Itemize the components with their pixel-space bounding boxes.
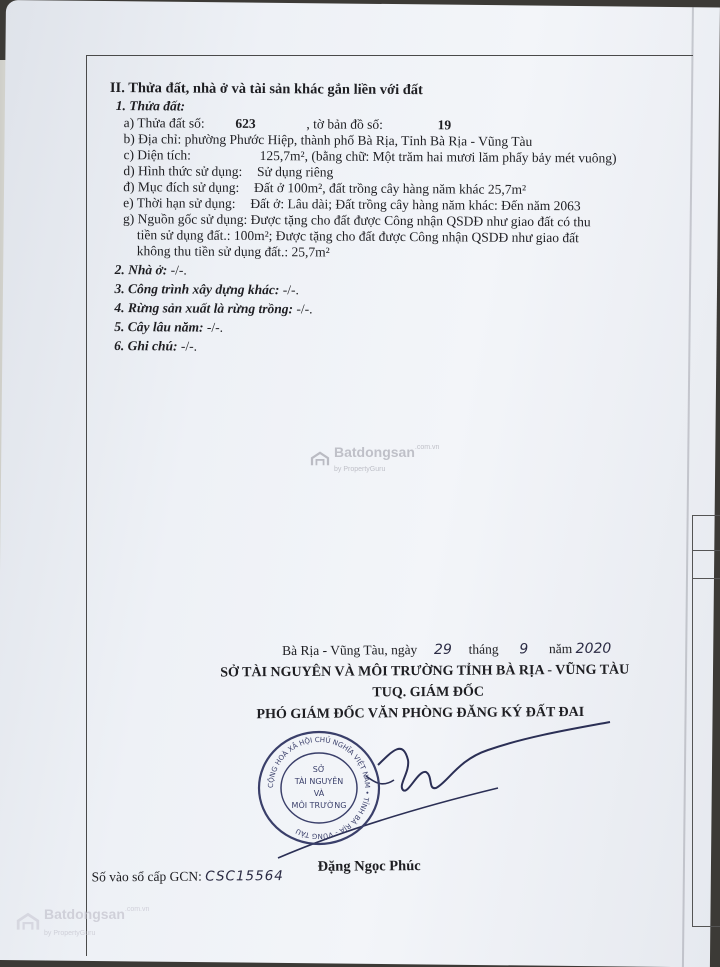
watermark-center: [310, 444, 439, 474]
map-sheet-label: , tờ bản đồ số:: [306, 116, 383, 132]
construction-label: 3. Công trình xây dựng khác:: [114, 281, 280, 298]
watermark-domain: .com.vn: [124, 906, 150, 913]
note-label: 6. Ghi chú:: [114, 338, 178, 354]
issue-day: 29: [433, 641, 452, 658]
term-value: Đất ở: Lâu dài; Đất trồng cây hàng năm khác: Đến năm 2063: [250, 195, 581, 214]
parcel-number: 623: [235, 115, 256, 132]
watermark-domain: .com.vn: [414, 444, 440, 451]
seal-ring-text: CỘNG HOÀ XÃ HỘI CHỦ NGHĨA VIỆT NAM • TỈNH BÀ RỊA - VŨNG TÀU: [266, 735, 372, 841]
house-logo-icon: [16, 912, 40, 932]
section-title: II. Thửa đất, nhà ở và tài sản khác gắn liền với đất: [109, 80, 423, 99]
house-value: -/-.: [170, 262, 187, 278]
issue-month: 9: [519, 641, 529, 658]
house-label: 2. Nhà ở:: [114, 262, 168, 278]
signer-title: PHÓ GIÁM ĐỐC VĂN PHÒNG ĐĂNG KÝ ĐẤT ĐAI: [256, 704, 585, 723]
address-row: b) Địa chỉ: phường Phước Hiệp, thành phố Bà Rịa, Tỉnh Bà Rịa - Vũng Tàu: [123, 131, 533, 149]
origin-row-3: không thu tiền sử dụng đất.: 25,7m²: [136, 243, 330, 260]
forest-value: -/-.: [296, 301, 313, 317]
purpose-label: đ) Mục đích sử dụng:: [123, 179, 240, 195]
construction-value: -/-.: [282, 282, 299, 298]
seal-center-line3: VÀ: [313, 789, 325, 798]
month-label: tháng: [468, 641, 499, 657]
origin-row-1: g) Nguồn gốc sử dụng: Được tặng cho đất được Công nhận QSDĐ như giao đất có thu: [122, 211, 591, 230]
seal-center-line1: SỞ: [312, 765, 326, 774]
issue-year: 2020: [575, 640, 612, 657]
watermark-brand: Batdongsan: [334, 444, 415, 460]
origin-row-2: tiền sử dụng đất.: 100m²; Được tặng cho đất được Công nhận QSDĐ như giao đất: [136, 227, 580, 246]
watermark-corner: [16, 906, 149, 938]
side-table-line: [693, 550, 720, 551]
usage-form-label: d) Hình thức sử dụng:: [123, 163, 243, 179]
watermark-brand: Batdongsan: [44, 906, 125, 922]
perennial-item: [114, 319, 668, 339]
map-sheet-number: 19: [437, 117, 452, 133]
house-logo-icon: [310, 451, 330, 467]
land-heading: 1. Thửa đất:: [115, 98, 186, 114]
signer-name: Đặng Ngọc Phúc: [317, 858, 421, 875]
area-value: 125,7m², (bằng chữ: Một trăm hai mươi lăm phẩy bảy mét vuông): [259, 148, 617, 166]
side-table-line: [693, 578, 720, 579]
parcel-label: a) Thửa đất số:: [123, 115, 205, 131]
watermark-by: by PropertyGuru: [334, 466, 386, 473]
side-table: [692, 515, 720, 927]
seal-center-line4: MÔI TRƯỜNG: [291, 801, 347, 810]
registration-value: CSC15564: [205, 868, 284, 885]
forest-label: 4. Rừng sản xuất là rừng trồng:: [114, 300, 294, 317]
watermark-by: by PropertyGuru: [44, 930, 96, 937]
house-item: [115, 262, 669, 282]
registration-label: Số vào sổ cấp GCN:: [91, 868, 202, 885]
usage-form-value: Sử dụng riêng: [256, 164, 334, 180]
year-label: năm: [548, 641, 573, 657]
perennial-value: -/-.: [206, 319, 224, 335]
seal-center-line2: TÀI NGUYÊN: [294, 777, 344, 786]
registration-number: [92, 868, 284, 885]
purpose-value: Đất ở 100m², đất trồng cây hàng năm khác 25,7m²: [254, 180, 527, 197]
issuing-department: SỞ TÀI NGUYÊN VÀ MÔI TRƯỜNG TỈNH BÀ RỊA - VŨNG TÀU: [220, 662, 630, 681]
area-label: c) Diện tích:: [123, 147, 192, 163]
issue-date: [282, 641, 611, 659]
forest-item: [114, 300, 668, 320]
issue-place: Bà Rịa - Vũng Tàu, ngày: [281, 642, 418, 659]
construction-item: [114, 281, 668, 301]
authorization-title: TUQ. GIÁM ĐỐC: [372, 684, 485, 701]
land-info-section: [108, 80, 670, 358]
note-value: -/-.: [180, 338, 198, 354]
perennial-label: 5. Cây lâu năm:: [114, 319, 204, 335]
official-seal: [254, 728, 384, 848]
term-label: e) Thời hạn sử dụng:: [123, 195, 236, 211]
